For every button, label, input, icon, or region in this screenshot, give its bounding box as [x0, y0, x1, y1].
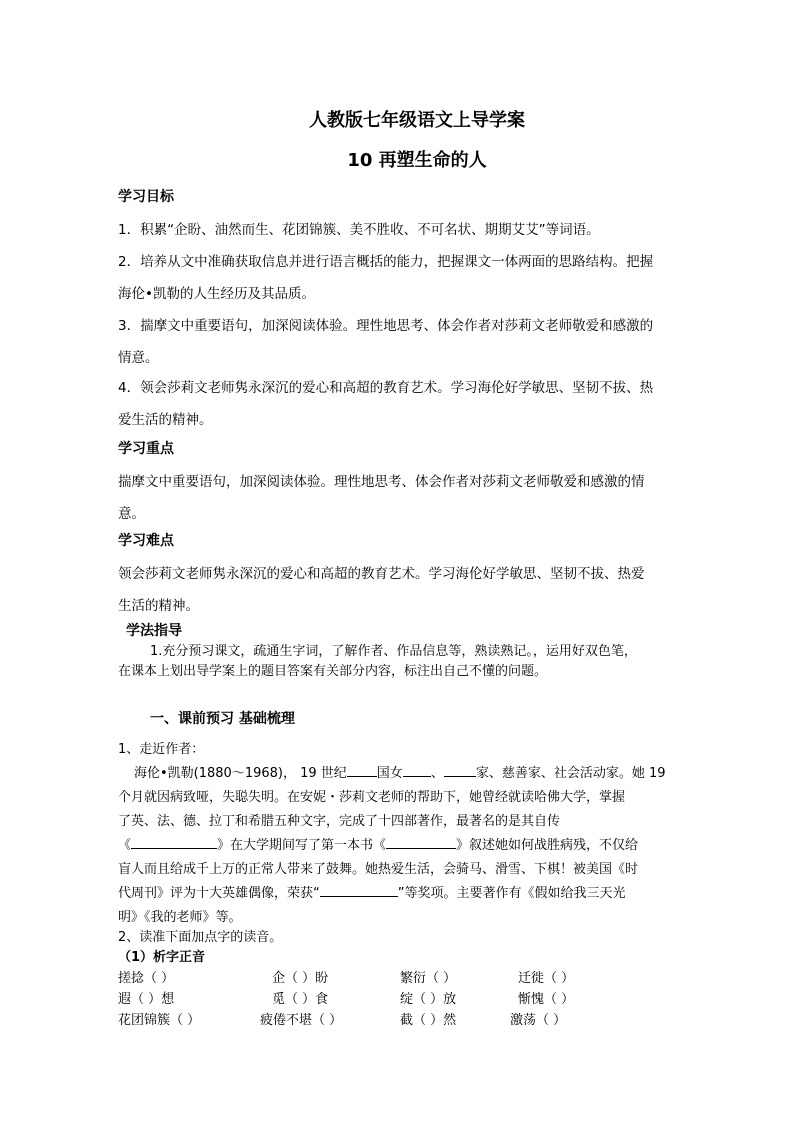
focus-line-1: 揣摩文中重要语句，加深阅读体验。理性地思考、体会作者对莎莉文老师敬爱和感激的情 [118, 474, 645, 490]
blank-autobiography[interactable] [131, 837, 217, 849]
goal-item-2-line-1: 2．培养从文中准确获取信息并进行语言概括的能力，把握课文一体两面的思路结构。把握 [118, 254, 654, 270]
bio-text: 、 [430, 766, 444, 781]
question-2: 2、读准下面加点字的读音。 [118, 930, 283, 945]
bio-text: 家、慈善家、社会活动家。她 19 [475, 766, 666, 781]
word-cell[interactable]: 惭愧（ ） [518, 992, 575, 1007]
bio-line-5: 盲人而且给成千上万的正常人带来了鼓舞。她热爱生活，会骑马、滑雪、下棋！被美国《时 [118, 862, 639, 877]
blank-profession-1[interactable] [403, 765, 431, 777]
blank-award[interactable] [320, 885, 398, 897]
bio-text: 海伦•凯勒(1880～1968)， 19 世纪 [134, 766, 347, 781]
bio-line-7: 明》《我的老师》等。 [118, 910, 242, 925]
word-cell[interactable]: 疲倦不堪（ ） [260, 1013, 343, 1028]
bio-line-1 [134, 762, 666, 781]
word-cell[interactable]: 企（ ）盼 [272, 971, 329, 986]
word-cell[interactable]: 激荡（ ） [510, 1013, 567, 1028]
goal-item-4-line-1: 4．领会莎莉文老师隽永深沉的爱心和高超的教育艺术。学习海伦好学敏思、坚韧不拔、热 [118, 380, 654, 396]
focus-line-2: 意。 [118, 506, 145, 522]
word-cell[interactable]: 遐（ ）想 [118, 992, 175, 1007]
subheading-pronunciation: （1）析字正音 [118, 950, 206, 965]
word-cell[interactable]: 绽（ ）放 [400, 992, 457, 1007]
goal-item-2-line-2: 海伦•凯勒的人生经历及其品质。 [118, 286, 315, 302]
bio-line-4 [118, 834, 638, 853]
bio-text: ”等奖项。主要著作有《假如给我三天光 [397, 886, 626, 901]
lesson-title: 10 再塑生命的人 [347, 150, 487, 171]
goal-item-3-line-2: 情意。 [118, 350, 159, 366]
difficulty-line-1: 领会莎莉文老师隽永深沉的爱心和高超的教育艺术。学习海伦好学敏思、坚韧不拔、热爱 [118, 566, 645, 582]
section-heading: 一、课前预习 基础梳理 [150, 711, 295, 727]
question-1: 1、走近作者： [118, 742, 205, 757]
word-cell[interactable]: 迁徙（ ） [518, 971, 575, 986]
bio-text: 代周刊》评为十大英雄偶像，荣获“ [118, 886, 320, 901]
goals-heading: 学习目标 [118, 189, 174, 205]
method-heading: 学法指导 [126, 623, 182, 639]
method-line-2: 在课本上划出导学案上的题目答案有关部分内容，标注出自己不懂的问题。 [118, 664, 548, 679]
bio-text: 国女 [376, 766, 403, 781]
difficulty-line-2: 生活的精神。 [118, 598, 199, 614]
bio-text: 》叙述她如何战胜病残，不仅给 [456, 838, 639, 853]
goal-item-1: 1．积累“企盼、油然而生、花团锦簇、美不胜收、不可名状、期期艾艾”等词语。 [118, 222, 600, 238]
word-cell[interactable]: 花团锦簇（ ） [118, 1013, 201, 1028]
word-cell[interactable]: 觅（ ）食 [272, 992, 329, 1007]
goal-item-4-line-2: 爱生活的精神。 [118, 412, 213, 428]
bio-text: 》在大学期间写了第一本书《 [217, 838, 387, 853]
word-cell[interactable]: 繁衍（ ） [400, 971, 457, 986]
bio-line-6 [118, 882, 626, 901]
blank-profession-2[interactable] [444, 765, 476, 777]
blank-first-book[interactable] [386, 837, 456, 849]
bio-text: 《 [118, 838, 132, 853]
document-title: 人教版七年级语文上导学案 [309, 110, 525, 131]
focus-heading: 学习重点 [118, 441, 174, 457]
bio-line-3: 了英、法、德、拉丁和希腊五种文字，完成了十四部著作，最著名的是其自传 [118, 814, 561, 829]
word-cell[interactable]: 搓捻（ ） [118, 971, 175, 986]
method-line-1: 1.充分预习课文，疏通生字词，了解作者、作品信息等，熟读熟记。，运用好双色笔， [150, 644, 637, 659]
goal-item-3-line-1: 3．揣摩文中重要语句，加深阅读体验。理性地思考、体会作者对莎莉文老师敬爱和感激的 [118, 318, 654, 334]
bio-line-2: 个月就因病致哑，失聪失明。在安妮・莎莉文老师的帮助下，她曾经就读哈佛大学，掌握 [118, 790, 626, 805]
difficulty-heading: 学习难点 [118, 533, 174, 549]
word-cell[interactable]: 截（ ）然 [400, 1013, 457, 1028]
blank-country[interactable] [347, 765, 377, 777]
